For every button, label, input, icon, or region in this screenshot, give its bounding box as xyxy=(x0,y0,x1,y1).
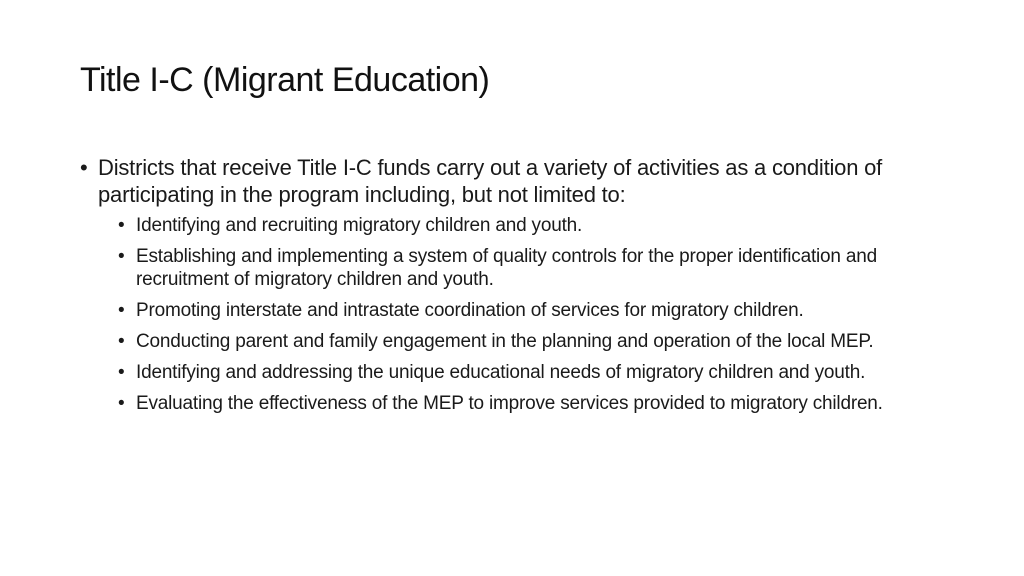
sub-bullet-item xyxy=(118,392,950,415)
bullet-icon: • xyxy=(118,331,125,352)
bullet-icon: • xyxy=(80,155,88,180)
sub-bullet-text: Conducting parent and family engagement in the planning and operation of the local MEP. xyxy=(136,331,874,352)
sub-bullet-text: Evaluating the effectiveness of the MEP to improve services provided to migratory children. xyxy=(136,393,883,414)
sub-bullet-item xyxy=(118,299,950,322)
sub-bullet-text: Establishing and implementing a system of quality controls for the proper identification and recruitment of migratory children and youth. xyxy=(136,246,877,290)
sub-bullet-item xyxy=(118,361,950,384)
sub-bullet-list xyxy=(80,214,950,415)
slide-title: Title I-C (Migrant Education) xyxy=(80,61,490,99)
bullet-main xyxy=(80,154,950,208)
sub-bullet-text: Identifying and addressing the unique educational needs of migratory children and youth. xyxy=(136,362,866,383)
sub-bullet-item xyxy=(118,330,950,353)
sub-bullet-item xyxy=(118,214,950,237)
sub-bullet-text: Identifying and recruiting migratory children and youth. xyxy=(136,215,583,236)
bullet-icon: • xyxy=(118,393,125,414)
bullet-icon: • xyxy=(118,215,125,236)
bullet-main-text: Districts that receive Title I-C funds carry out a variety of activities as a condition of participating in the program including, but not limited to: xyxy=(98,155,883,207)
slide-content xyxy=(80,154,950,423)
bullet-icon: • xyxy=(118,300,125,321)
bullet-icon: • xyxy=(118,246,125,267)
sub-bullet-item xyxy=(118,245,950,291)
sub-bullet-text: Promoting interstate and intrastate coordination of services for migratory children. xyxy=(136,300,804,321)
bullet-icon: • xyxy=(118,362,125,383)
